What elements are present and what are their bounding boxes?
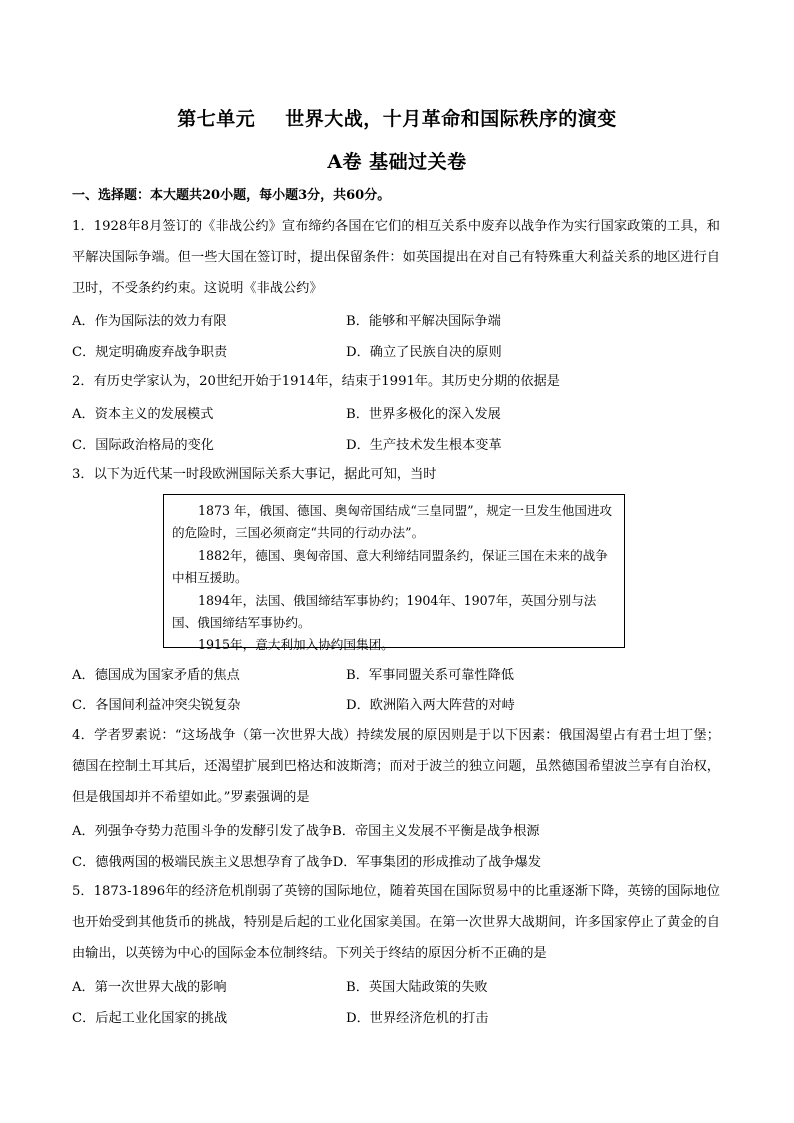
section-heading: 一、选择题：本大题共20小题，每小题3分，共60分。 (72, 188, 391, 203)
unit-heading (0, 104, 794, 131)
source-paragraph: 1873 年，俄国、德国、奥匈帝国结成“三皇同盟”，规定一旦发生他国进攻的危险时，三国必须商定“共同的行动办法”。 (172, 503, 613, 541)
question-3-option-b: B．军事同盟关系可靠性降低 (346, 668, 514, 683)
question-4-options-cd: C．德俄两国的极端民族主义思想孕育了战争D．军事集团的形成推动了战争爆发 (72, 855, 542, 870)
paper-subtitle: A卷 基础过关卷 (327, 151, 467, 173)
unit-title: 世界大战，十月革命和国际秩序的演变 (285, 108, 617, 130)
question-2-option-b: B．世界多极化的深入发展 (346, 407, 501, 422)
question-4-options-ab: A．列强争夺势力范围斗争的发酵引发了战争B．帝国主义发展不平衡是战争根源 (72, 824, 540, 839)
question-1-option-a: A．作为国际法的效力有限 (72, 314, 227, 329)
question-2-stem: 2．有历史学家认为，20世纪开始于1914年，结束于1991年。其历史分期的依据是 (72, 374, 560, 389)
question-3-stem: 3．以下为近代某一时段欧洲国际关系大事记，据此可知，当时 (72, 467, 437, 482)
question-2-option-c: C．国际政治格局的变化 (72, 438, 214, 453)
question-3-source-box (163, 494, 625, 653)
question-5-option-b: B．英国大陆政策的失败 (346, 980, 488, 995)
question-1-stem: 1．1928年8月签订的《非战公约》宣布缔约各国在它们的相互关系中废弃以战争作为实行国家政策的工具，和平解决国际争端。但一些大国在签订时，提出保留条件：如英国提出在对自己有特殊重大利益关系的地区进行自卫时，不受条约约束。这说明《非战公约》 (72, 219, 720, 296)
question-5-stem: 5．1873-1896年的经济危机削弱了英镑的国际地位，随着英国在国际贸易中的比重逐渐下降，英镑的国际地位也开始受到其他货币的挑战，特别是后起的工业化国家美国。在第一次世界大战期间，许多国家停止了黄金的自由输出，以英镑为中心的国际金本位制终结。下列关于终结的原因分析不正确的是 (72, 884, 720, 961)
question-5-option-c: C．后起工业化国家的挑战 (72, 1011, 228, 1026)
source-paragraph: 1882年，德国、奥匈帝国、意大利缔结同盟条约，保证三国在未来的战争中相互援助。 (172, 547, 608, 586)
question-2-option-a: A．资本主义的发展模式 (72, 407, 214, 422)
question-1-option-b: B．能够和平解决国际争端 (346, 314, 501, 329)
question-3-option-d: D．欧洲陷入两大阵营的对峙 (346, 698, 515, 713)
question-1-option-c: C．规定明确废弃战争职责 (72, 345, 228, 360)
source-paragraph: 1894年，法国、俄国缔结军事协约；1904年、1907年，英国分别与法国、俄国缔结军事协约。 (172, 592, 597, 631)
question-5-option-a: A．第一次世界大战的影响 (72, 980, 227, 995)
question-2-option-d: D．生产技术发生根本变革 (346, 438, 502, 453)
question-4-stem: 4．学者罗素说：“这场战争（第一次世界大战）持续发展的原因则是于以下因素：俄国渴望占有君士坦丁堡；德国在控制土耳其后，还渴望扩展到巴格达和波斯湾；而对于波兰的独立问题，虽然德国希望波兰享有自治权，但是俄国却并不希望如此。”罗素强调的是 (72, 728, 720, 805)
question-5-option-d: D．世界经济危机的打击 (346, 1011, 489, 1026)
source-paragraph: 1915年，意大利加入协约国集团。 (198, 637, 394, 653)
unit-number: 第七单元 (177, 108, 256, 130)
question-3-option-a: A．德国成为国家矛盾的焦点 (72, 668, 240, 683)
question-3-option-c: C．各国间利益冲突尖锐复杂 (72, 698, 241, 713)
question-1-option-d: D．确立了民族自决的原则 (346, 345, 502, 360)
